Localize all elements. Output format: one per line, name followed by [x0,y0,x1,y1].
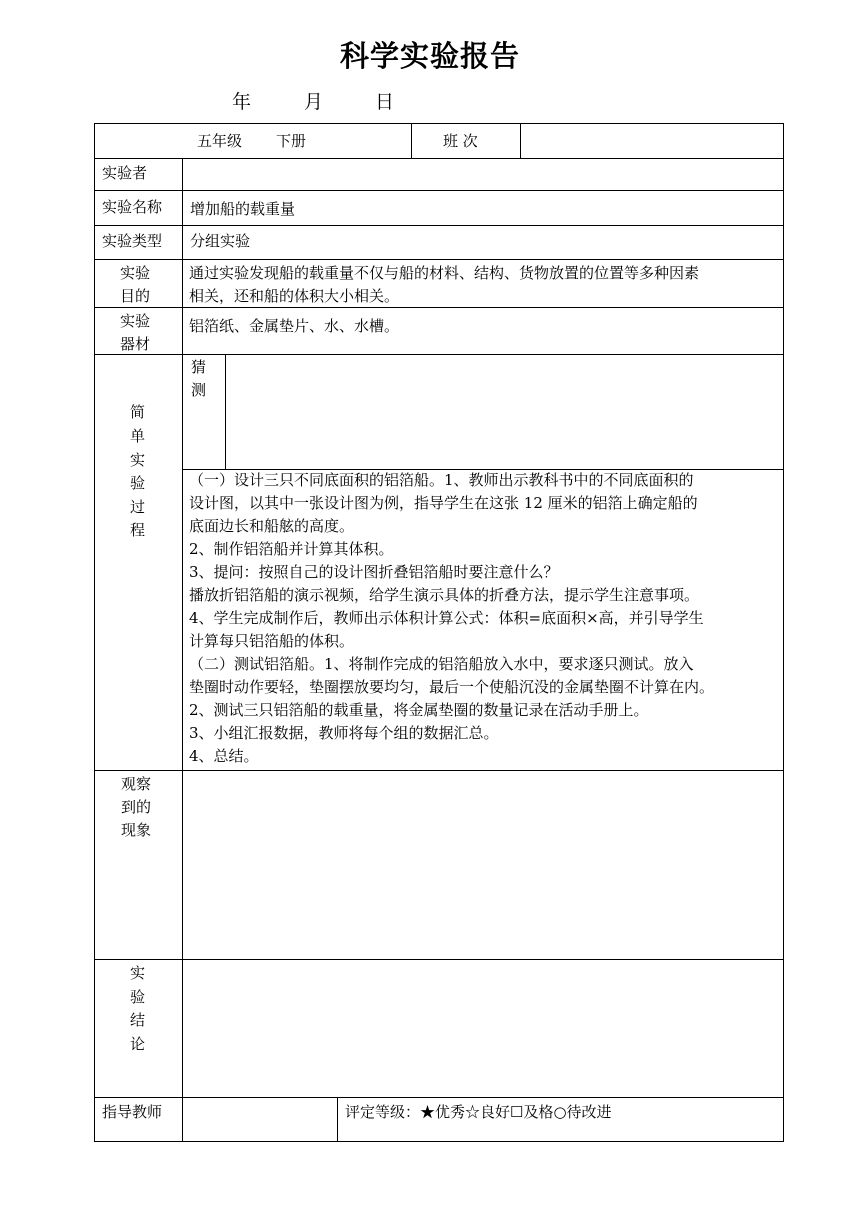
conclusion-label-char: 实 [130,964,146,982]
purpose-label-line-1: 实验 [120,264,151,282]
row-divider-conclusion [94,1097,784,1098]
process-label-char: 简 [130,403,146,421]
process-line: 2、测试三只铝箔船的载重量，将金属垫圈的数量记录在活动手册上。 [189,701,649,719]
process-label-char: 实 [130,451,146,469]
header-divider-1 [411,123,412,158]
table-border-left [94,123,95,1142]
process-line: 播放折铝箔船的演示视频，给学生演示具体的折叠方法，提示学生注意事项。 [189,586,700,604]
conclusion-label-char: 验 [130,988,146,1006]
guess-label-char: 猜 [191,358,207,376]
process-line: （二）测试铝箔船。1、将制作完成的铝箔船放入水中，要求逐只测试。放入 [189,655,694,673]
class-label: 班 次 [443,132,478,150]
row-divider-type [94,259,784,260]
purpose-value-line-2: 相关，还和船的体积大小相关。 [189,287,400,305]
process-line: （一）设计三只不同底面积的铝箔船。1、教师出示教科书中的不同底面积的 [189,471,694,489]
observation-label-line-2: 到的 [121,798,152,816]
experimenter-label: 实验者 [102,164,148,182]
rating-text: 评定等级：★优秀☆良好☐及格○待改进 [345,1103,612,1121]
process-text [189,469,777,768]
guess-label-char: 测 [191,381,207,399]
process-label-char: 过 [130,498,146,516]
row-divider-name [94,225,784,226]
table-border-right [783,123,784,1142]
row-divider-observation [94,959,784,960]
row-divider-process [94,770,784,771]
date-year: 年 [232,91,252,113]
row-divider-header [94,158,784,159]
process-label-char: 单 [130,427,146,445]
process-line: 2、制作铝箔船并计算其体积。 [189,540,394,558]
process-line: 3、小组汇报数据，教师将每个组的数据汇总。 [189,724,499,742]
rating-divider [337,1097,338,1141]
process-line: 计算每只铝箔船的体积。 [189,632,355,650]
teacher-label: 指导教师 [102,1103,163,1121]
purpose-label-line-2: 目的 [120,287,151,305]
table-border-bottom [94,1141,784,1142]
volume-text: 下册 [276,132,307,150]
row-divider-materials [94,354,784,355]
materials-label-line-1: 实验 [120,312,151,330]
process-label-char: 程 [130,521,146,539]
process-line: 底面边长和船舷的高度。 [189,517,355,535]
process-line: 垫圈时动作要轻，垫圈摆放要均匀，最后一个使船沉没的金属垫圈不计算在内。 [189,678,715,696]
date-month: 月 [304,91,324,113]
process-line: 3、提问：按照自己的设计图折叠铝箔船时要注意什么？ [189,563,559,581]
experiment-name-value: 增加船的载重量 [190,200,296,218]
observation-label-line-1: 观察 [121,775,152,793]
materials-value: 铝箔纸、金属垫片、水、水槽。 [189,317,400,335]
row-divider-experimenter [94,190,784,191]
table-border-top [94,123,784,124]
date-day: 日 [375,91,395,113]
experiment-type-value: 分组实验 [190,232,251,250]
grade-text: 五年级 [197,132,243,150]
report-title: 科学实验报告 [339,39,520,73]
process-line: 设计图，以其中一张设计图为例，指导学生在这张 12 厘米的铝箔上确定船的 [189,494,698,512]
experiment-name-label: 实验名称 [102,198,163,216]
observation-label-line-3: 现象 [121,821,152,839]
header-divider-2 [520,123,521,158]
guess-divider [225,354,226,469]
process-line: 4、学生完成制作后，教师出示体积计算公式：体积=底面积×高，并引导学生 [189,609,704,627]
experiment-type-label: 实验类型 [102,232,163,250]
label-column-divider [182,158,183,1142]
process-label-char: 验 [130,474,146,492]
purpose-value-line-1: 通过实验发现船的载重量不仅与船的材料、结构、货物放置的位置等多种因素 [189,264,700,282]
materials-label-line-2: 器材 [120,335,151,353]
conclusion-label-char: 结 [130,1011,146,1029]
process-line: 4、总结。 [189,747,259,765]
conclusion-label-char: 论 [130,1035,146,1053]
